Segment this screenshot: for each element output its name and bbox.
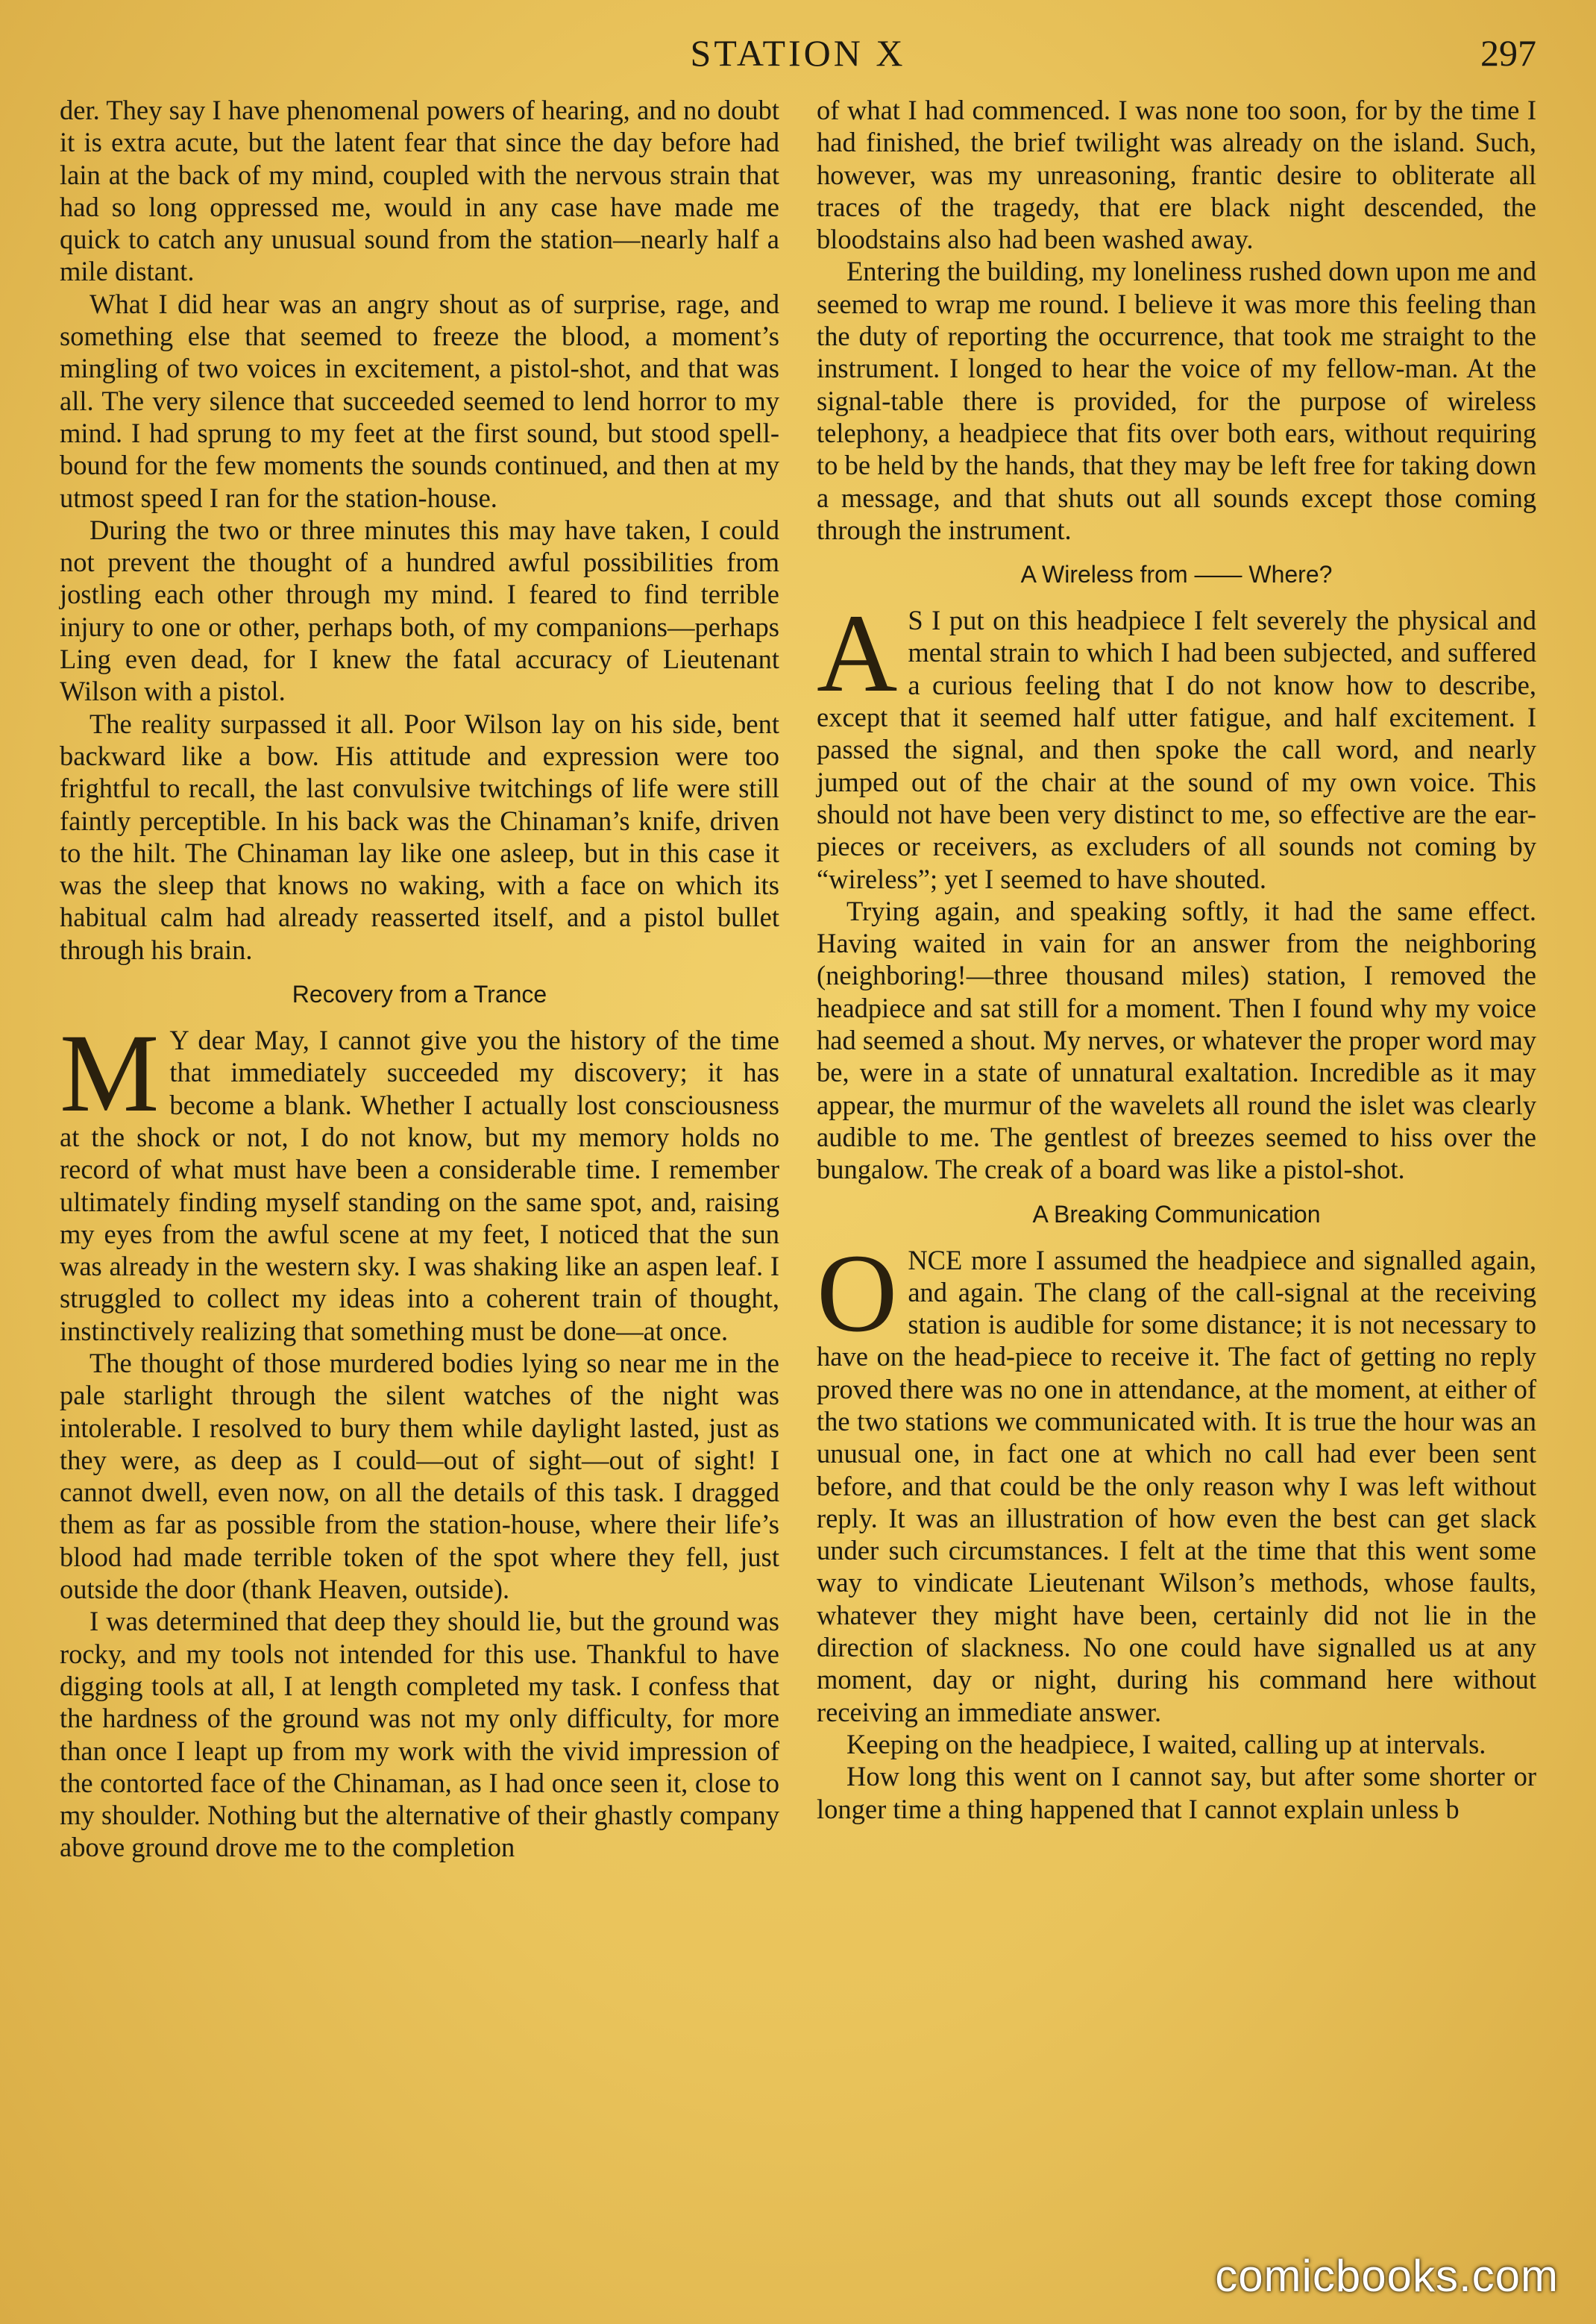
paragraph: How long this went on I cannot say, but after some shorter or longer time a thing happened that I cannot explain unless b — [817, 1761, 1536, 1824]
watermark-logo: comicbooks.com — [1215, 2251, 1559, 2301]
paragraph-text: Y dear May, I cannot give you the history of the time that immediately succeeded my discovery; it has become a blank. Whether I actually lost consciousness at the shock or not, I do not know, but my memory holds no record of what must have been a considerable time. I remember ultimately finding myself standing on the same spot, and, raising my eyes from the awful scene at my feet, I noticed that the sun was already in the western sky. I was shaking like an aspen leaf. I struggled to collect my ideas into a coherent train of thought, instinctively realizing that something must be done—at once. — [60, 1025, 779, 1346]
paragraph-text: S I put on this headpiece I felt severely the physical and mental strain to which I had been subjected, and suffered a curious feeling that I do not know how to describe, except that it seemed half utter fatigue, and half excitement. I passed the signal, and then spoke the call word, and nearly jumped out of the chair at the sound of my own voice. This should not have been very distinct to me, so effective are the ear-pieces or receivers, as excluders of all sounds not coming by “wireless”; yet I seemed to have shouted. — [817, 605, 1536, 894]
paragraph-with-drop-cap — [817, 591, 1536, 895]
section-heading: A Breaking Communication — [1032, 1200, 1321, 1228]
paragraph-text: NCE more I assumed the headpiece and signalled again, and again. The clang of the call-signal at the receiving station is audible for some distance; it is not necessary to have on the head-piece to receive it. The fact of getting no reply proved there was no one in attendance, at the moment, at either of the two stations we communicated with. It is true the hour was an unusual one, in fact one at which no call had ever been sent before, and that could be the only reason why I was left without reply. It was an illustration of how even the best can get slack under such circumstances. I felt at the time that this went some way to vindicate Lieutenant Wilson’s methods, whose faults, whatever they might have been, certainly did not lie in the direction of slackness. No one could have signalled us at any moment, day or night, during his command here without receiving an immediate answer. — [817, 1244, 1536, 1727]
drop-cap: M — [60, 1011, 160, 1136]
drop-cap: O — [817, 1231, 898, 1355]
page-header — [60, 31, 1536, 84]
paragraph: Trying again, and speaking softly, it had the same effect. Having waited in vain for an answer from the neighboring (neighboring!—three thousand miles) station, I removed the headpiece and sat still for a moment. Then I found why my voice had seemed a shout. My nerves, or whatever the proper word may be, were in a state of unnatural exaltation. Incredible as it may appear, the murmur of the wavelets all round the islet was clearly audible to me. The gentlest of breezes seemed to hiss over the bungalow. The creak of a board was like a pistol-shot. — [817, 895, 1536, 1185]
paragraph: I was determined that deep they should lie, but the ground was rocky, and my tools not intended for this use. Thankful to have digging tools at all, I at length completed my task. I confess that the hardness of the ground was not my only difficulty, for more than once I leapt up from my work with the vivid impression of the contorted face of the Chinaman, as I had once seen it, close to my shoulder. Nothing but the alternative of their ghastly company above ground drove me to the completion — [60, 1606, 779, 1863]
paragraph-with-drop-cap — [60, 1011, 779, 1347]
section-heading: A Wireless from —— Where? — [1020, 561, 1333, 588]
paragraph: During the two or three minutes this may have taken, I could not prevent the thought of a hundred awful possibilities from jostling each other through my mind. I feared to find terrible injury to one or other, perhaps both, of my companions—perhaps Ling even dead, for I knew the fatal accuracy of Lieutenant Wilson with a pistol. — [60, 514, 779, 707]
left-column — [60, 94, 779, 1864]
paragraph-with-drop-cap — [817, 1231, 1536, 1728]
drop-cap: A — [817, 591, 898, 716]
paragraph: What I did hear was an angry shout as of surprise, rage, and something else that seemed to freeze the blood, a moment’s mingling of two voices in excitement, a pistol-shot, and that was all. The very silence that succeeded seemed to lend horror to my mind. I had sprung to my feet at the first sound, but stood spell-bound for the few moments the sounds continued, and then at my utmost speed I ran for the station-house. — [60, 288, 779, 513]
right-column — [817, 94, 1536, 1825]
section-heading: Recovery from a Trance — [292, 981, 547, 1008]
running-title: STATION X — [690, 32, 906, 74]
paragraph: Keeping on the headpiece, I waited, calling up at intervals. — [846, 1728, 1486, 1759]
page-number: 297 — [1480, 32, 1536, 74]
paragraph: of what I had commenced. I was none too soon, for by the time I had finished, the brief twilight was already on the island. Such, however, was my unreasoning, frantic desire to obliterate all traces of the tragedy, that ere black night descended, the bloodstains also had been washed away. — [817, 95, 1536, 255]
paragraph: der. They say I have phenomenal powers of hearing, and no doubt it is extra acute, but the latent fear that since the day before had lain at the back of my mind, coupled with the nervous strain that had so long oppressed me, would in any case have made me quick to catch any unusual sound from the station—nearly half a mile distant. — [60, 95, 779, 287]
paragraph: The thought of those murdered bodies lying so near me in the pale starlight through the silent watches of the night was intolerable. I resolved to bury them while daylight lasted, just as they were, as deep as I could—out of sight—out of sight! I cannot dwell, even now, on all the details of this task. I dragged them as far as possible from the station-house, where their life’s blood had made terrible token of the spot where they fell, just outside the door (thank Heaven, outside). — [60, 1347, 779, 1605]
paragraph: Entering the building, my loneliness rushed down upon me and seemed to wrap me round. I believe it was more this feeling than the duty of reporting the occurrence, that took me straight to the instrument. I longed to hear the voice of my fellow-man. At the signal-table there is provided, for the purpose of wireless telephony, a headpiece that fits over both ears, without requiring to be held by the hands, that they may be left free for taking down a message, and that shuts out all sounds except those coming through the instrument. — [817, 256, 1536, 545]
paragraph: The reality surpassed it all. Poor Wilson lay on his side, bent backward like a bow. His attitude and expression were too frightful to recall, the last convulsive twitchings of life were still faintly perceptible. In his back was the Chinaman’s knife, driven to the hilt. The Chinaman lay like one asleep, but in this case it was the sleep that knows no waking, with a face on which its habitual calm had already reasserted itself, and a pistol bullet through his brain. — [60, 708, 779, 965]
